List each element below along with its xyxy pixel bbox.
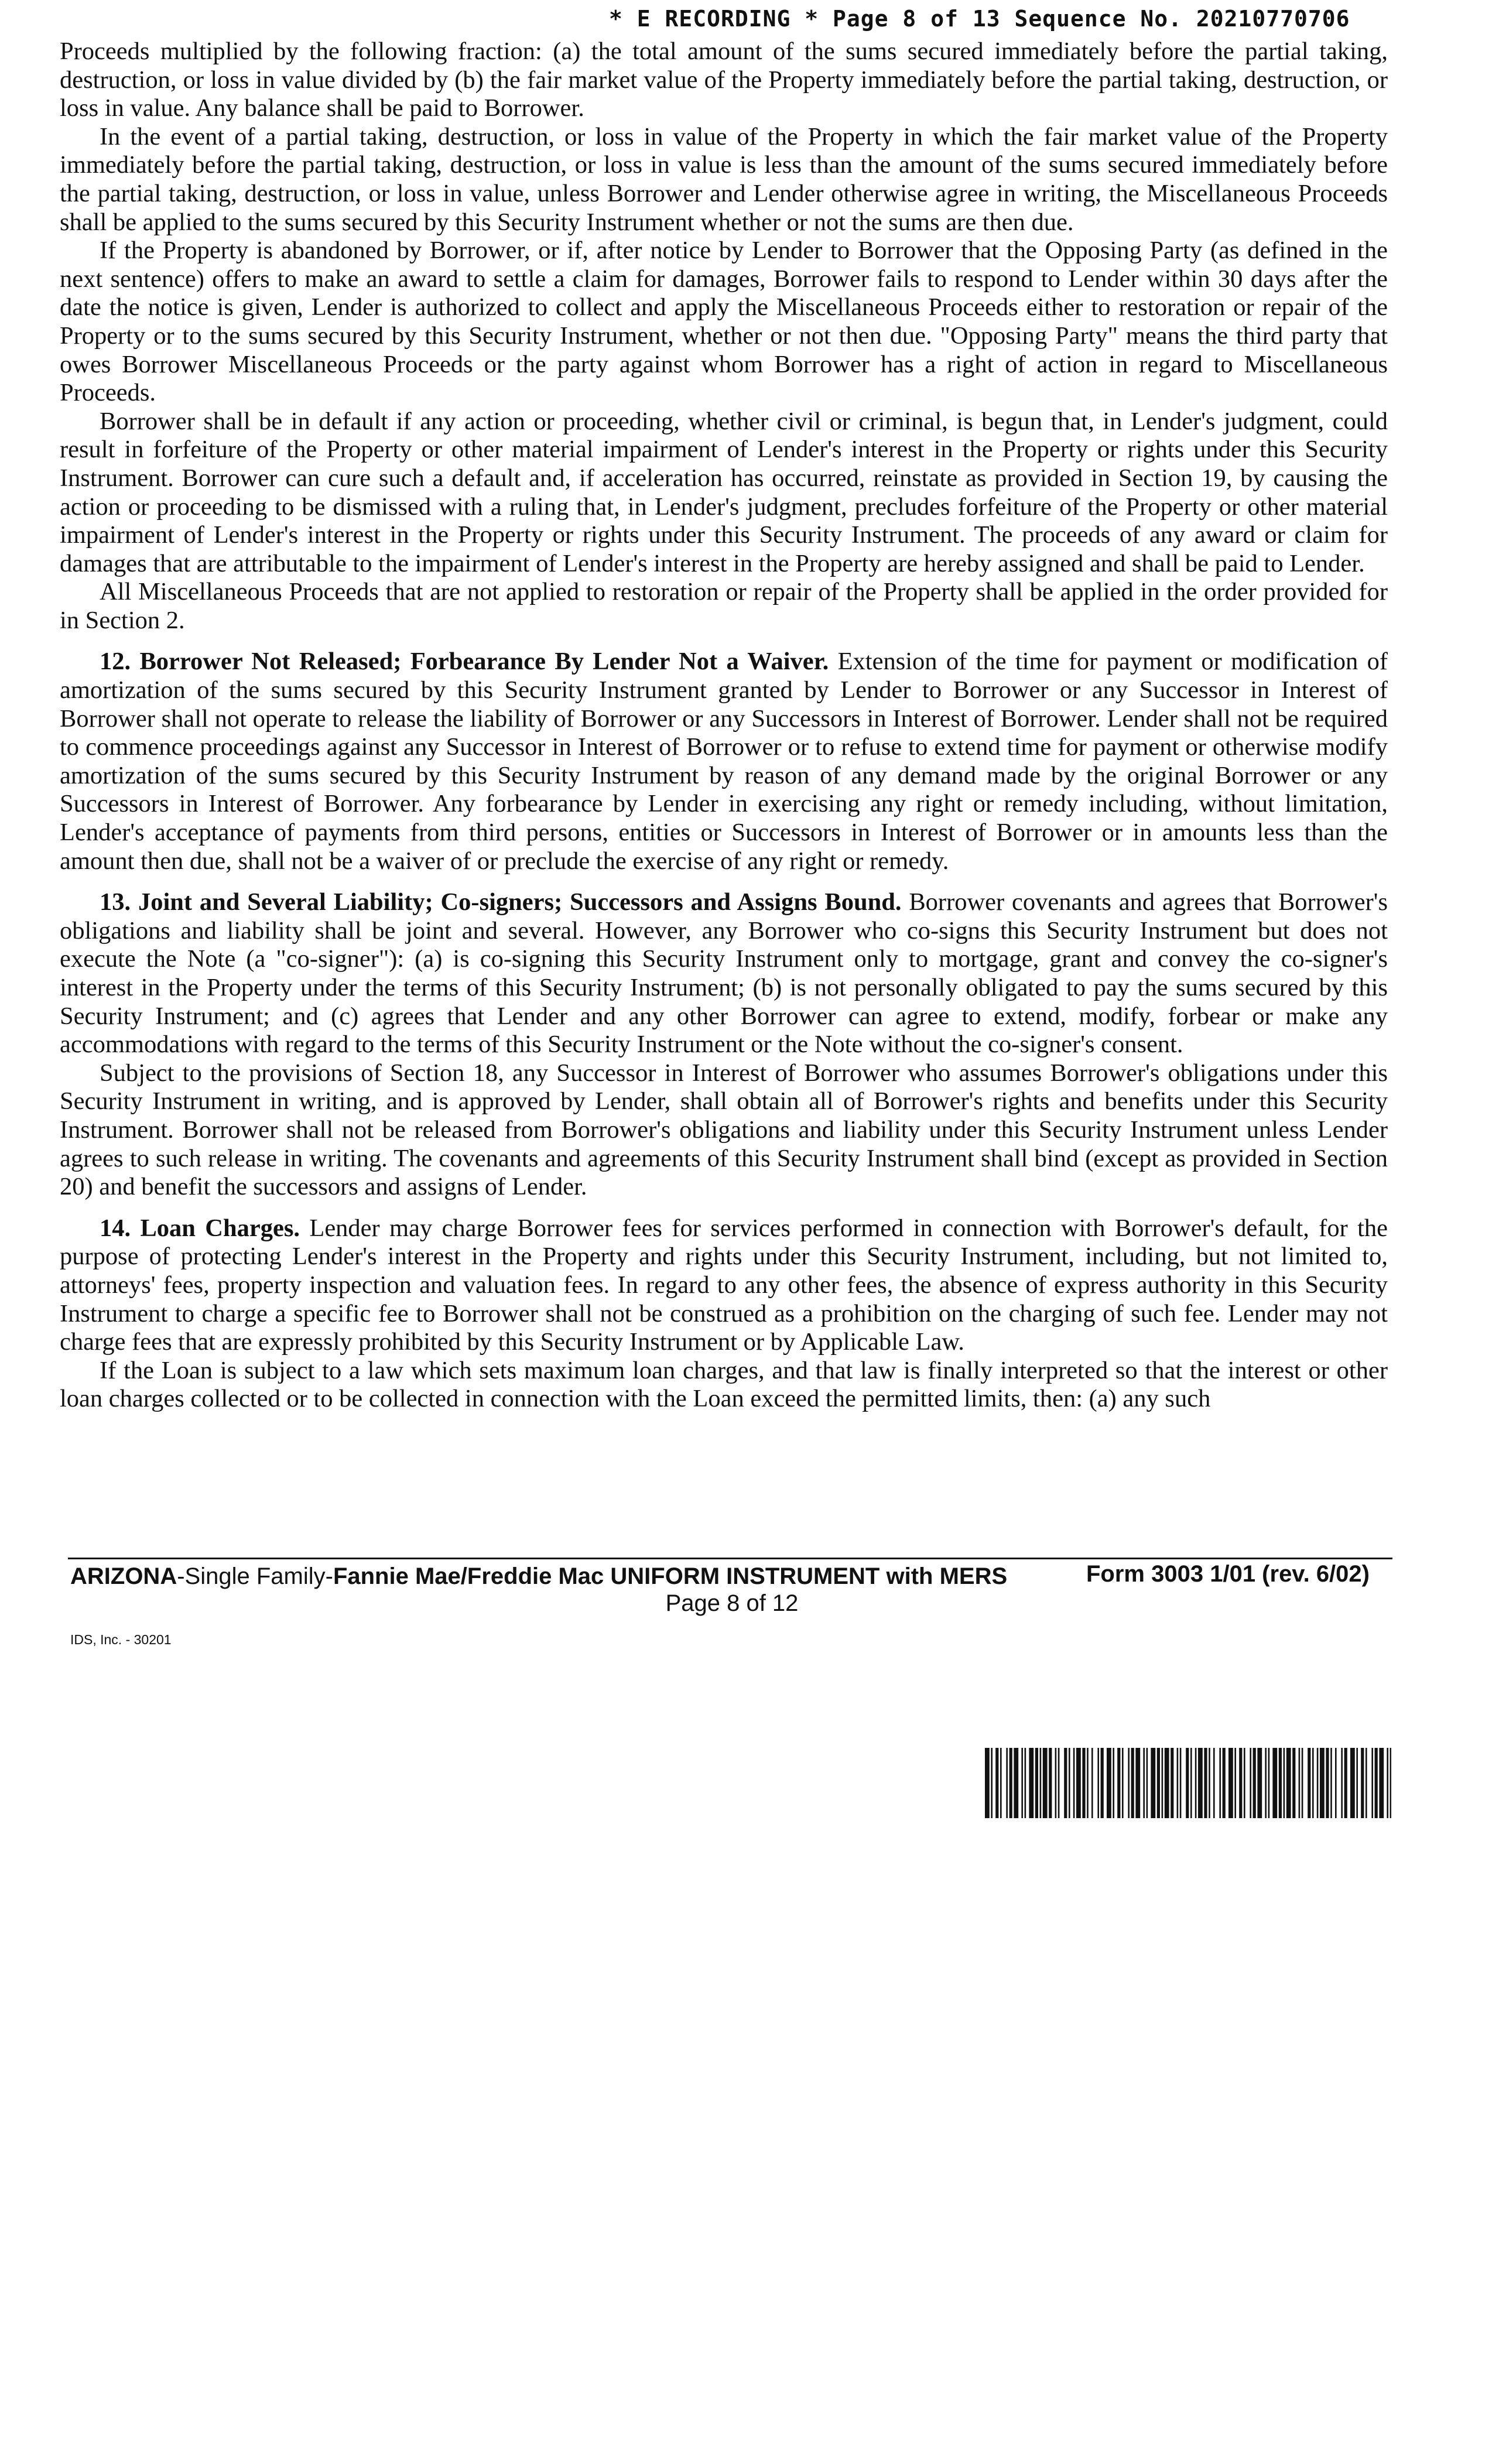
barcode-bar [1190, 1748, 1192, 1818]
barcode-bar [1223, 1748, 1226, 1818]
barcode-bar [1284, 1748, 1285, 1818]
barcode-bar [1058, 1748, 1060, 1818]
barcode-bar [1177, 1748, 1179, 1818]
barcode-bar [1165, 1748, 1169, 1818]
barcode-bar [1330, 1748, 1332, 1818]
barcode-bar [1151, 1748, 1155, 1818]
barcode-bar [1286, 1748, 1291, 1818]
section-14-title: 14. Loan Charges. [100, 1214, 300, 1242]
barcode-bar [1292, 1748, 1295, 1818]
barcode-bar [991, 1748, 993, 1818]
barcode-bar [1147, 1748, 1148, 1818]
barcode-bar [1361, 1748, 1364, 1818]
barcode-bar [1087, 1748, 1089, 1818]
barcode-bar [1107, 1748, 1111, 1818]
paragraph-proceeds-fraction: Proceeds multiplied by the following fraction: (a) the total amount of the sums secured immediately before the partial taking, destruction, or loss in value divided by (b) the fair market value of the Property immediately before the partial taking, destruction, or loss in value. Any balance shall be paid to Borrower. [60, 37, 1388, 122]
footer-agencies: Fannie Mae/Freddie Mac UNIFORM INSTRUMENT with MERS [333, 1563, 1008, 1589]
barcode-bar [1113, 1748, 1114, 1818]
section-13-text: Borrower covenants and agrees that Borrower's obligations and liability shall be joint and several. However, any Borrower who co-signs this Security Instrument but does not execute the Note (a "co-signer"): (a) is co-signing this Security Instrument only to mortgage, grant and convey the co-signer's interest in the Property under the terms of this Security Instrument; (b) is not personally obligated to pay the sums secured by this Security Instrument; and (c) agrees that Lender and any other Borrower can agree to extend, modify, forbear or make any accommodations with regard to the terms of this Security Instrument or the Note without the co-signer's consent. [60, 888, 1388, 1059]
barcode-bar [1320, 1748, 1325, 1818]
section-12-text: Extension of the time for payment or modification of amortization of the sums secured by this Security Instrument granted by Lender to Borrower or any Successor in Interest of Borrower shall not operate to release the liability of Borrower or any Successors in Interest of Borrower. Lender shall not be required to commence proceedings against any Successor in Interest of Borrower or to refuse to extend time for payment or otherwise modify amortization of the sums secured by this Security Instrument by reason of any demand made by the original Borrower or any Successors in Interest of Borrower. Any forbearance by Lender in exercising any right or remedy including, without limitation, Lender's acceptance of payments from third persons, entities or Successors in Interest of Borrower or in amounts less than the amount then due, shall not be a waiver of or preclude the exercise of any right or remedy. [60, 648, 1388, 875]
barcode-bar [1387, 1748, 1388, 1818]
barcode-bar [1073, 1748, 1075, 1818]
paragraph-misc-proceeds-order: All Miscellaneous Proceeds that are not applied to restoration or repair of the Property shall be applied in the order provided for in Section 2. [60, 578, 1388, 634]
barcode-bar [1076, 1748, 1081, 1818]
barcode-bar [1025, 1748, 1026, 1818]
barcode-bar [1131, 1748, 1134, 1818]
paragraph-borrower-default: Borrower shall be in default if any action or proceeding, whether civil or criminal, is begun that, in Lender's judgment, could result in forfeiture of the Property or other material impairment of Lender's interest in the Property or rights under this Security Instrument. Borrower can cure such a default and, if acceleration has occurred, reinstate as provided in Section 19, by causing the action or proceeding to be dismissed with a ruling that, in Lender's judgment, precludes forfeiture of the Property or other material impairment of Lender's interest in the Property or rights under this Security Instrument. The proceeds of any award or claim for damages that are attributable to the impairment of Lender's interest in the Property are hereby assigned and shall be paid to Lender. [60, 407, 1388, 577]
barcode-bar [1341, 1748, 1343, 1818]
barcode-bar [1198, 1748, 1203, 1818]
barcode-bar [1228, 1748, 1233, 1818]
footer-form-title [70, 1563, 1007, 1590]
footer-state: ARIZONA [70, 1563, 177, 1589]
barcode-bar [1219, 1748, 1221, 1818]
barcode-bar [1021, 1748, 1023, 1818]
barcode-bar [1234, 1748, 1236, 1818]
barcode-bar [1006, 1748, 1008, 1818]
barcode-bar [1302, 1748, 1303, 1818]
barcode-bar [1091, 1748, 1093, 1818]
barcode-bar [1128, 1748, 1130, 1818]
barcode-bar [1272, 1748, 1277, 1818]
paragraph-partial-taking: In the event of a partial taking, destruction, or loss in value of the Property in which the fair market value of the Property immediately before the partial taking, destruction, or loss in value is less than the amount of the sums secured immediately before the partial taking, destruction, or loss in value, unless Borrower and Lender otherwise agree in writing, the Miscellaneous Proceeds shall be applied to the sums secured by this Security Instrument whether or not the sums are then due. [60, 122, 1388, 236]
barcode-bar [1043, 1748, 1048, 1818]
barcode-bar [1375, 1748, 1378, 1818]
barcode-bar [1257, 1748, 1262, 1818]
barcode-bar [1279, 1748, 1282, 1818]
barcode-bar [1239, 1748, 1242, 1818]
barcode-bar [1299, 1748, 1300, 1818]
barcode-bar [1180, 1748, 1182, 1818]
barcode-bar [1371, 1748, 1373, 1818]
recording-stamp: * E RECORDING * Page 8 of 13 Sequence No. 20210770706 [609, 6, 1350, 32]
barcode-bar [1035, 1748, 1038, 1818]
barcode-bar [1195, 1748, 1197, 1818]
barcode-bar [1344, 1748, 1347, 1818]
barcode-bar [1143, 1748, 1145, 1818]
section-14-text: Lender may charge Borrower fees for services performed in connection with Borrower's default, for the purpose of protecting Lender's interest in the Property and rights under this Security Instrument, including, but not limited to, attorneys' fees, property inspection and valuation fees. In regard to any other fees, the absence of express authority in this Security Instrument to charge a specific fee to Borrower shall not be construed as a prohibition on the charging of such fee. Lender may not charge fees that are expressly prohibited by this Security Instrument or by Applicable Law. [60, 1214, 1388, 1356]
barcode-bar [1350, 1748, 1355, 1818]
barcode-bar [1326, 1748, 1329, 1818]
footer-divider [68, 1558, 1392, 1559]
section-14 [60, 1214, 1388, 1357]
barcode-bar [1029, 1748, 1033, 1818]
barcode-bar [1117, 1748, 1120, 1818]
barcode-bar [1244, 1748, 1245, 1818]
barcode-bar [1040, 1748, 1042, 1818]
barcode-bar [1268, 1748, 1270, 1818]
barcode-bar [1265, 1748, 1267, 1818]
barcode-bar [1379, 1748, 1384, 1818]
barcode-bar [1000, 1748, 1002, 1818]
footer-single-family: -Single Family- [177, 1563, 333, 1589]
paragraph-abandoned-property: If the Property is abandoned by Borrower, or if, after notice by Lender to Borrower that the Opposing Party (as defined in the next sentence) offers to make an award to settle a claim for damages, Borrower fails to respond to Lender within 30 days after the date the notice is given, Lender is authorized to collect and apply the Miscellaneous Proceeds either to restoration or repair of the Property or to the sums secured by this Security Instrument, whether or not then due. "Opposing Party" means the third party that owes Borrower Miscellaneous Proceeds or the party against whom Borrower has a right of action in regard to Miscellaneous Proceeds. [60, 237, 1388, 407]
barcode [984, 1748, 1394, 1818]
section-13-title: 13. Joint and Several Liability; Co-signers; Successors and Assigns Bound. [100, 888, 902, 916]
footer-form-number: Form 3003 1/01 (rev. 6/02) [1086, 1561, 1370, 1587]
barcode-bar [1069, 1748, 1070, 1818]
barcode-bar [1204, 1748, 1207, 1818]
barcode-bar [1064, 1748, 1067, 1818]
barcode-bar [1101, 1748, 1104, 1818]
barcode-bar [995, 1748, 998, 1818]
barcode-bar [985, 1748, 990, 1818]
barcode-bar [1365, 1748, 1367, 1818]
barcode-bar [1250, 1748, 1251, 1818]
barcode-bar [1122, 1748, 1124, 1818]
barcode-bar [1014, 1748, 1018, 1818]
barcode-bar [1009, 1748, 1012, 1818]
barcode-bar [1186, 1748, 1189, 1818]
footer-page-number: Page 8 of 12 [665, 1590, 799, 1616]
barcode-bar [1312, 1748, 1314, 1818]
barcode-bar [1213, 1748, 1215, 1818]
barcode-bar [1335, 1748, 1337, 1818]
section-12-title: 12. Borrower Not Released; Forbearance By Lender Not a Waiver. [100, 648, 829, 676]
barcode-bar [1253, 1748, 1256, 1818]
section-13 [60, 888, 1388, 1059]
footer-vendor-code: IDS, Inc. - 30201 [70, 1632, 172, 1647]
barcode-bar [1317, 1748, 1319, 1818]
barcode-bar [1308, 1748, 1310, 1818]
barcode-bar [1097, 1748, 1099, 1818]
barcode-bar [1055, 1748, 1057, 1818]
barcode-bar [1356, 1748, 1358, 1818]
section-12 [60, 648, 1388, 875]
section-14-paragraph-2: If the Loan is subject to a law which sets maximum loan charges, and that law is finally interpreted so that the interest or other loan charges collected or to be collected in connection with the Loan exceed the permitted limits, then: (a) any such [60, 1356, 1388, 1413]
barcode-graphic [984, 1748, 1394, 1818]
section-13-paragraph-2: Subject to the provisions of Section 18, any Successor in Interest of Borrower who assumes Borrower's obligations under this Security Instrument in writing, and is approved by Lender, shall obtain all of Borrower's rights and benefits under this Security Instrument. Borrower shall not be released from Borrower's obligations and liability under this Security Instrument unless Lender agrees to such release in writing. The covenants and agreements of this Security Instrument shall bind (except as provided in Section 20) and benefit the successors and assigns of Lender. [60, 1059, 1388, 1201]
barcode-bar [1135, 1748, 1140, 1818]
barcode-bar [1171, 1748, 1173, 1818]
barcode-bar [1049, 1748, 1052, 1818]
barcode-bar [1082, 1748, 1085, 1818]
barcode-bar [1157, 1748, 1160, 1818]
barcode-bar [1209, 1748, 1210, 1818]
document-body [60, 37, 1388, 1414]
barcode-bar [1162, 1748, 1163, 1818]
barcode-bar [1390, 1748, 1391, 1818]
